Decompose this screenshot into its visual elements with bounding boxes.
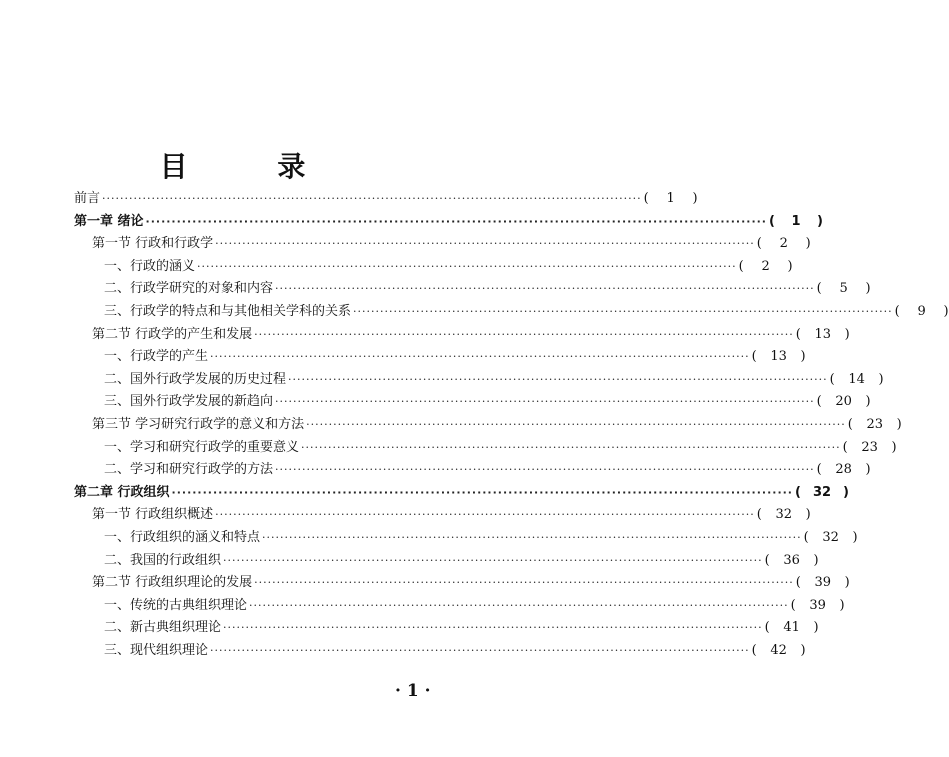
toc-entry-label: 一、行政组织的涵义和特点 — [104, 530, 261, 545]
toc-entry — [92, 233, 811, 255]
toc-entry — [92, 504, 811, 526]
toc-entry-label: 第二节 行政组织理论的发展 — [92, 575, 253, 591]
toc-entry-label: 第一章 绪论 — [74, 213, 144, 229]
dot-leader: ························································································································ — [254, 327, 794, 341]
dot-leader: ························································································································ — [306, 418, 846, 431]
toc-page-number: ( 14 ) — [829, 371, 884, 387]
toc-page-number: ( 9 ) — [894, 304, 949, 319]
toc-entry-label: 一、行政学的产生 — [104, 349, 209, 365]
dot-leader: ························································································································ — [223, 553, 763, 567]
toc-entry — [104, 527, 858, 549]
toc-entry — [104, 617, 819, 639]
toc-entry-label: 前言 — [74, 191, 101, 206]
toc-entry-label: 二、行政学研究的对象和内容 — [104, 281, 274, 297]
dot-leader: ························································································································ — [210, 350, 750, 364]
toc-entry-label: 第一节 行政和行政学 — [92, 236, 214, 252]
toc-entry-label: 第三节 学习研究行政学的意义和方法 — [92, 417, 305, 432]
dot-leader: ························································································································ — [102, 192, 642, 205]
dot-leader: ························································································································ — [215, 508, 755, 522]
toc-page-number: ( 23 ) — [842, 439, 897, 455]
toc-entry-label: 第二节 行政学的产生和发展 — [92, 326, 253, 342]
toc-page-number: ( 32 ) — [794, 484, 849, 500]
toc-entry — [104, 278, 871, 300]
toc-entry-label: 一、传统的古典组织理论 — [104, 597, 248, 613]
toc-entry — [74, 211, 823, 233]
dot-leader: ························································································································ — [275, 282, 815, 296]
dot-leader: ························································································································ — [353, 305, 893, 318]
toc-page-number: ( 5 ) — [816, 281, 871, 297]
toc-entry — [104, 391, 871, 413]
dot-leader: ························································································································ — [171, 485, 793, 499]
dot-leader: ························································································································ — [301, 440, 841, 454]
toc-entry — [104, 595, 845, 617]
dot-leader: ························································································································ — [210, 644, 750, 657]
toc-entry — [92, 572, 850, 594]
toc-entry-label: 第一节 行政组织概述 — [92, 507, 214, 523]
dot-leader: ························································································································ — [254, 576, 794, 590]
dot-leader: ························································································································ — [262, 531, 802, 544]
toc-entry — [104, 369, 884, 391]
dot-leader: ························································································································ — [223, 621, 763, 635]
dot-leader: ························································································································ — [249, 598, 789, 612]
dot-leader: ························································································································ — [288, 372, 828, 386]
toc-entry — [104, 437, 897, 459]
page-number-footer: · 1 · — [395, 681, 431, 701]
toc-page-number: ( 13 ) — [751, 349, 806, 365]
toc-entry — [104, 256, 793, 278]
dot-leader: ························································································································ — [197, 259, 737, 273]
toc-entry — [74, 482, 849, 504]
toc-entry — [104, 459, 871, 481]
toc-page-number: ( 13 ) — [795, 326, 850, 342]
toc-entry-label: 二、新古典组织理论 — [104, 620, 222, 636]
toc-entry — [104, 640, 806, 662]
toc-page-number: ( 39 ) — [795, 575, 850, 591]
toc-entry — [74, 188, 698, 210]
toc-page-number: ( 20 ) — [816, 394, 871, 410]
toc-title: 目 录 — [159, 150, 346, 183]
dot-leader: ························································································································ — [215, 237, 755, 251]
toc-entry-label: 三、现代组织理论 — [104, 643, 209, 658]
toc-page-number: ( 23 ) — [847, 417, 902, 432]
toc-entry-label: 三、国外行政学发展的新趋向 — [104, 394, 274, 410]
toc-entry — [92, 414, 902, 436]
toc-entry-label: 三、行政学的特点和与其他相关学科的关系 — [104, 304, 352, 319]
toc-entry-label: 一、行政的涵义 — [104, 258, 196, 274]
toc-entry — [104, 550, 819, 572]
toc-entry — [104, 346, 806, 368]
toc-entry-label: 第二章 行政组织 — [74, 484, 170, 500]
dot-leader: ························································································································ — [275, 395, 815, 409]
toc-page-number: ( 32 ) — [756, 507, 811, 523]
toc-page-number: ( 32 ) — [803, 530, 858, 545]
dot-leader: ························································································································ — [275, 463, 815, 477]
toc-page-number: ( 39 ) — [790, 597, 845, 613]
toc-page-number: ( 2 ) — [738, 258, 793, 274]
toc-page-number: ( 1 ) — [643, 191, 698, 206]
toc-entry-label: 二、我国的行政组织 — [104, 552, 222, 568]
toc-entry — [104, 301, 949, 323]
toc-page-number: ( 28 ) — [816, 462, 871, 478]
toc-entry-label: 二、学习和研究行政学的方法 — [104, 462, 274, 478]
toc-page-number: ( 36 ) — [764, 552, 819, 568]
toc-page-number: ( 42 ) — [751, 643, 806, 658]
toc-entry-label: 二、国外行政学发展的历史过程 — [104, 371, 287, 387]
toc-entry — [92, 324, 850, 346]
toc-page-number: ( 1 ) — [768, 213, 823, 229]
toc-page-number: ( 41 ) — [764, 620, 819, 636]
toc-page-number: ( 2 ) — [756, 236, 811, 252]
dot-leader: ························································································································ — [145, 214, 767, 228]
toc-entry-label: 一、学习和研究行政学的重要意义 — [104, 439, 300, 455]
